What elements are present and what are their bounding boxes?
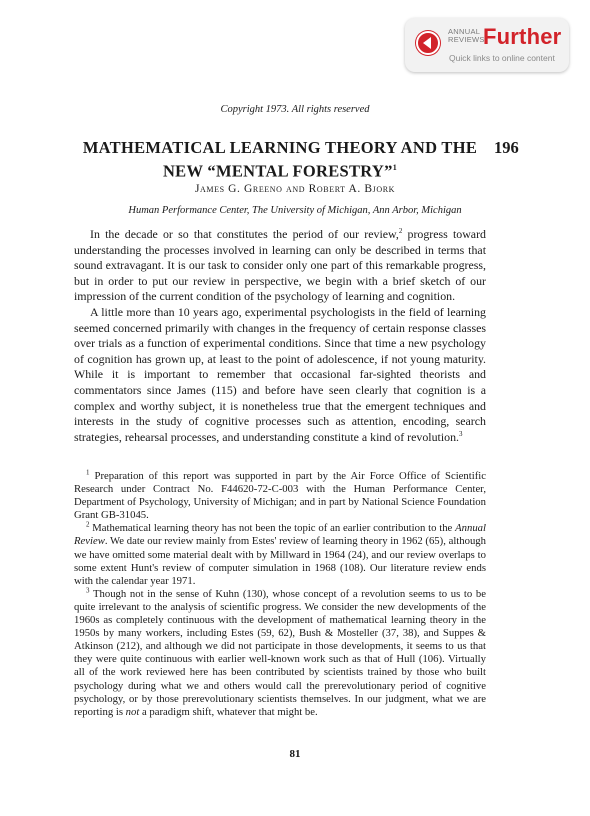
paragraph-text: In the decade or so that constitutes the period of our review, — [90, 227, 399, 241]
further-label: Further — [483, 24, 562, 49]
copyright-notice: Copyright 1973. All rights reserved — [220, 104, 370, 115]
brand-name — [448, 28, 484, 44]
footnote-number: 1 — [86, 468, 90, 477]
body-paragraph — [74, 227, 486, 305]
paragraph-text: progress toward understanding the processes involved in learning can only be described in terms that sound extravagant. It is our task to consider only one part of this remarkable progress, but in order to put our review in perspective, we begin with a brief sketch of our impression of the current condition of the psychology of learning and cognition. — [74, 227, 486, 304]
footnote-italic: Annual Review — [74, 522, 486, 548]
body-paragraph — [74, 305, 486, 445]
footnote — [74, 588, 486, 719]
footnote-ref[interactable]: 2 — [398, 227, 403, 236]
page-number: 81 — [289, 748, 301, 760]
title-footnote-marker: 1 — [392, 163, 398, 172]
brand-line-reviews: REVIEWS — [448, 35, 485, 44]
chapter-number: 196 — [494, 138, 519, 157]
footnote-text: Preparation of this report was supported in part by the Air Force Office of Scientific Research under Contract No. F44620-72-C-003 with the Human Performance Center, Department of Psychology, University of Michigan; and in part by National Science Foundation Grant GB-31045. — [74, 470, 486, 522]
paragraph-text: A little more than 10 years ago, experimental psychologists in the field of learning seemed concerned primarily with changes in the frequency of certain response classes over trials as a function of experimental conditions. Since that time a new psychology of cognition has grown up, at least to the point of adolescence, if not young maturity. While it is important to remember that occasional far-sighted theorists and commentators since James (115) and before have seen clearly that cognition is a complex and worthy subject, it is nonetheless true that the emergent techniques and interests in the study of cognitive processes such as attention, encoding, search strategies, rehearsal processes, and understanding constitute a kind of revolution. — [74, 304, 486, 444]
title-line-1: MATHEMATICAL LEARNING THEORY AND THE — [82, 138, 478, 157]
title-line-2-text: NEW “MENTAL FORESTRY” — [162, 161, 393, 181]
article-title — [70, 138, 490, 182]
annual-reviews-logo-icon — [415, 30, 441, 56]
title-line-2 — [70, 158, 490, 182]
footnote-text: Mathematical learning theory has not been the topic of an earlier contribution to the — [89, 522, 456, 535]
footnote-number: 3 — [86, 586, 90, 595]
badge-tagline: Quick links to online content — [449, 53, 555, 63]
author-list: James G. Greeno and Robert A. Bjork — [194, 183, 396, 195]
article-body — [74, 227, 486, 445]
footnote-italic: not — [125, 705, 140, 718]
brand-line-annual: ANNUAL — [448, 27, 481, 36]
footnote — [74, 470, 486, 522]
footnote-text: a paradigm shift, whatever that might be. — [139, 705, 318, 718]
footnotes — [74, 470, 486, 719]
annual-reviews-further-badge[interactable] — [405, 18, 569, 72]
footnote — [74, 522, 486, 587]
author-affiliation: Human Performance Center, The University of Michigan, Ann Arbor, Michigan — [128, 205, 462, 216]
footnote-ref[interactable]: 3 — [459, 429, 463, 438]
footnote-text: Though not in the sense of Kuhn (130), whose concept of a revolution seems to us to be quite irrelevant to the analysis of scientific progress. We consider the new developments of the 1960s as completely continuous with the development of mathematical learning theory in the 1950s by many workers, including Estes (59, 62), Bush & Mosteller (37, 38), and Suppes & Atkinson (212), and although we did not participate in those developments, it seems to us that they were quite continuous with earlier well-known work such as that of Hull (106). Virtually all of the work reviewed here has been contributed by scientists trained by those who built psychology during what we and others would call the prerevolutionary period of cognitive psychology, or by those prerevolutionary scientists themselves. In our judgment, what we are reporting is — [74, 587, 486, 718]
footnote-number: 2 — [86, 520, 90, 529]
footnote-text: . We date our review mainly from Estes' review of learning theory in 1962 (65), although we have omitted some material dealt with by Millward in 1964 (24), and our review overlaps to some extent Hunt's review of computer simulation in 1968 (108). Our literature review ends with the calendar year 1971. — [74, 535, 486, 587]
